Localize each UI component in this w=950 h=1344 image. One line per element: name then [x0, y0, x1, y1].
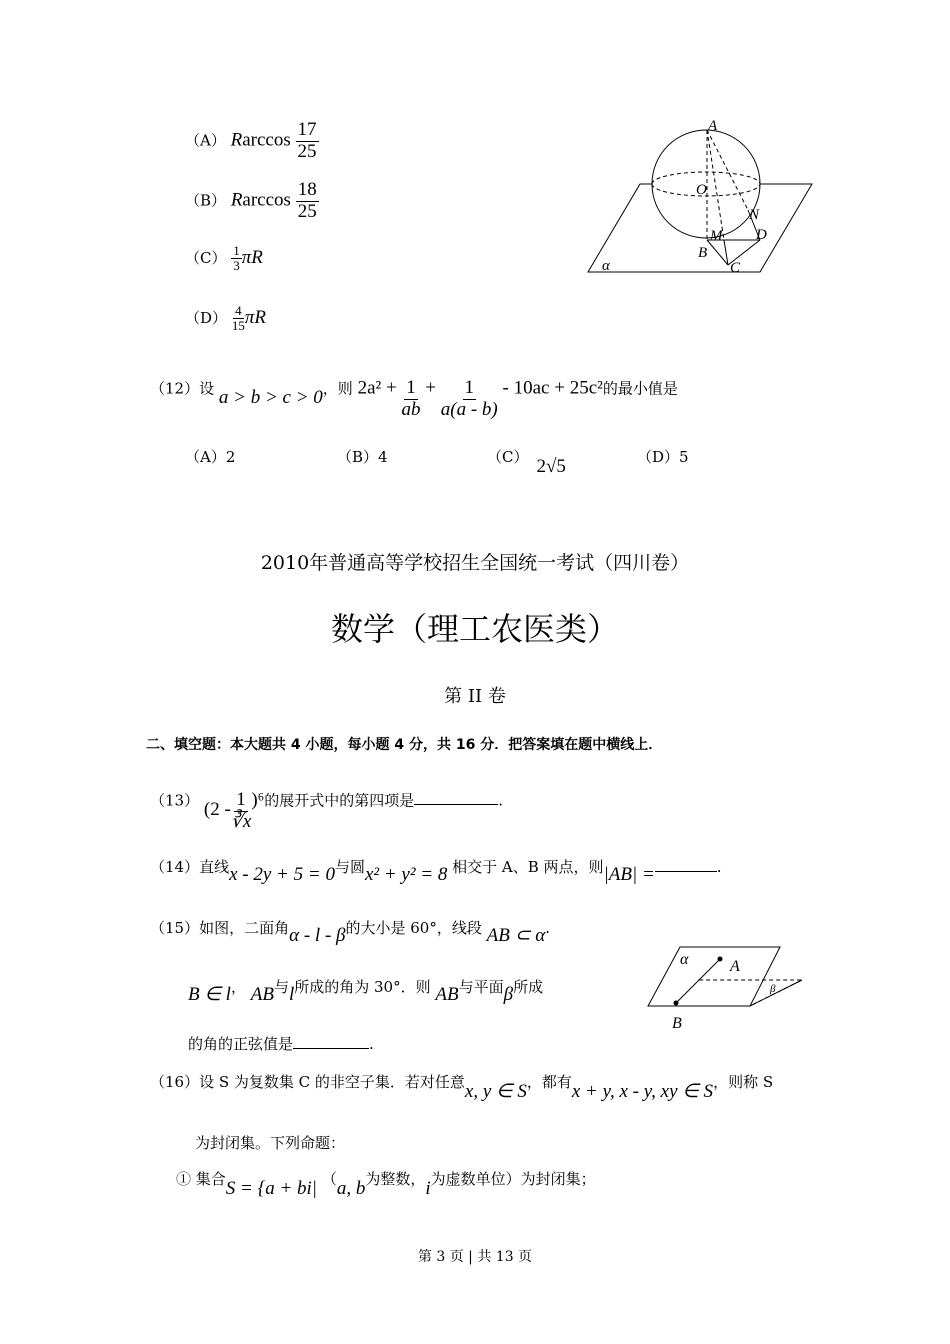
math: l	[288, 984, 295, 1005]
denominator: 25	[297, 140, 317, 162]
text: 相交于 A、B 两点，则	[452, 858, 604, 876]
math: AB ⊂ α	[486, 925, 546, 946]
math: a, b	[336, 1178, 366, 1199]
option-label: （B）	[337, 448, 379, 466]
q12-option-d	[637, 446, 689, 467]
math: )⁶	[251, 789, 265, 811]
option-label: （C）	[185, 248, 227, 267]
section-heading: 二、填空题：本大题共 4 小题，每小题 4 分，共 16 分．把答案填在题中横线上．	[146, 737, 663, 753]
numerator: 18	[297, 179, 317, 200]
question-13	[150, 780, 504, 832]
numerator: 1	[236, 789, 246, 810]
sphere-plane-figure	[580, 110, 820, 280]
math: πR	[241, 246, 263, 268]
question-number: （14）	[150, 858, 200, 876]
option-value: 4	[378, 448, 388, 466]
math: a > b > c > 0	[218, 387, 323, 409]
math: R	[230, 129, 243, 151]
text: ① 集合	[176, 1170, 226, 1188]
label-c: C	[730, 260, 741, 276]
fraction	[231, 244, 242, 274]
fraction	[231, 790, 252, 833]
question-15-line-2	[188, 975, 544, 1005]
q11-option-b	[185, 180, 319, 223]
numerator: 1	[464, 377, 474, 398]
math: α - l - β	[289, 925, 346, 946]
denominator: 3	[233, 258, 240, 274]
text: 的角的正弦值是	[188, 1035, 294, 1053]
math: arccos	[242, 189, 291, 211]
label-m: M	[710, 228, 723, 244]
question-number: （16）	[150, 1073, 200, 1091]
denominator: a(a - b)	[440, 398, 498, 420]
math: - 10ac + 25c²	[502, 377, 603, 399]
answer-blank[interactable]	[414, 804, 498, 805]
math: x, y ∈ S	[464, 1081, 527, 1102]
question-16-line-2: 为封闭集。下列命题：	[195, 1134, 346, 1152]
label-b: B	[698, 245, 708, 261]
text: 所成的角为 30°．则	[294, 978, 431, 996]
math: R	[230, 189, 243, 211]
text: 与圆	[334, 858, 365, 876]
label-n: N	[749, 207, 760, 223]
math: (2 -	[203, 799, 231, 821]
option-label: （A）	[185, 448, 226, 466]
label-o: O	[696, 182, 707, 198]
denominator: 25	[297, 200, 317, 222]
text: .	[716, 858, 722, 876]
text: 的最小值是	[602, 379, 678, 398]
math: +	[425, 377, 436, 399]
text: .	[369, 1035, 374, 1053]
math: AB	[435, 984, 459, 1005]
question-number: （13）	[150, 791, 200, 810]
text: .	[498, 791, 504, 810]
q12-option-b	[337, 446, 388, 467]
option-label: （C）	[487, 448, 529, 466]
denominator: ∛x	[230, 810, 252, 832]
question-14	[150, 856, 722, 885]
text: ，则称 S	[713, 1073, 774, 1091]
option-label: （D）	[185, 308, 228, 327]
volume-title: 第 II 卷	[444, 686, 506, 707]
numerator: 1	[233, 243, 240, 258]
question-number: （15）	[150, 919, 200, 937]
label-alpha: α	[602, 258, 610, 274]
option-label: （D）	[637, 448, 680, 466]
text: （	[321, 1170, 337, 1188]
text: 的大小是 60°，线段	[345, 919, 482, 937]
text: 如图，二面角	[199, 919, 290, 937]
text: 设 S 为复数集 C 的非空子集．若对任意	[199, 1073, 465, 1091]
q11-option-a	[185, 120, 319, 163]
fraction	[232, 304, 245, 334]
question-12	[150, 368, 678, 420]
text: ，	[230, 978, 246, 996]
q12-option-c	[487, 446, 566, 477]
math: arccos	[242, 129, 291, 151]
text: ，则	[322, 379, 353, 398]
text: 所成	[513, 978, 544, 996]
fraction	[441, 378, 498, 421]
numerator: 4	[235, 303, 242, 318]
math: S = {a + bi|	[225, 1178, 318, 1199]
math: x² + y² = 8	[364, 864, 448, 885]
q11-option-d	[185, 304, 266, 334]
numerator: 17	[297, 119, 317, 140]
text: 与	[273, 978, 289, 996]
numerator: 1	[406, 377, 416, 398]
question-16	[150, 1070, 774, 1102]
math: 2a² +	[357, 377, 397, 399]
denominator: 15	[231, 318, 245, 334]
text: 直线	[199, 858, 230, 876]
option-label: （B）	[185, 191, 227, 210]
label-d: D	[756, 227, 767, 243]
text: 为整数，	[365, 1170, 426, 1188]
option-value: 5	[679, 448, 689, 466]
math: x + y, x - y, xy ∈ S	[571, 1081, 714, 1102]
text: .	[545, 919, 551, 937]
label-a: A	[708, 118, 718, 134]
math: x - 2y + 5 = 0	[229, 864, 335, 885]
plane-alpha	[648, 947, 780, 1006]
text: 为虚数单位）为封闭集；	[430, 1170, 596, 1188]
label-beta: β	[770, 983, 776, 995]
text: 设	[199, 379, 215, 398]
page-footer: 第 3 页 | 共 13 页	[417, 1249, 533, 1265]
subject-title: 数学（理工农医类）	[330, 610, 619, 648]
option-value: 2√5	[536, 456, 566, 477]
q12-option-a	[185, 446, 235, 467]
option-label: （A）	[185, 131, 226, 150]
question-number: （12）	[150, 379, 200, 398]
option-value: 2	[225, 448, 236, 466]
question-15-line-3	[188, 1033, 374, 1054]
fraction	[296, 120, 319, 163]
q16-proposition-1	[176, 1168, 596, 1199]
answer-blank[interactable]	[655, 871, 717, 872]
math: |AB| =	[603, 864, 655, 885]
math: B ∈ l	[188, 984, 231, 1005]
denominator: ab	[401, 398, 421, 420]
text: 与平面	[458, 978, 504, 996]
fraction	[296, 180, 319, 223]
label-b: B	[672, 1015, 682, 1032]
math: i	[425, 1178, 431, 1199]
question-15	[150, 916, 551, 946]
text: ，都有	[526, 1073, 572, 1091]
exam-title: 2010年普通高等学校招生全国统一考试（四川卷）	[260, 552, 690, 574]
math: AB	[250, 984, 274, 1005]
math: β	[503, 984, 514, 1005]
answer-blank[interactable]	[293, 1048, 369, 1049]
q11-option-c	[185, 244, 263, 274]
fraction	[401, 378, 420, 421]
dihedral-angle-figure	[640, 940, 810, 1035]
label-alpha: α	[680, 951, 689, 968]
math: πR	[244, 306, 266, 328]
text: 的展开式中的第四项是	[264, 791, 415, 810]
label-a: A	[730, 958, 740, 975]
